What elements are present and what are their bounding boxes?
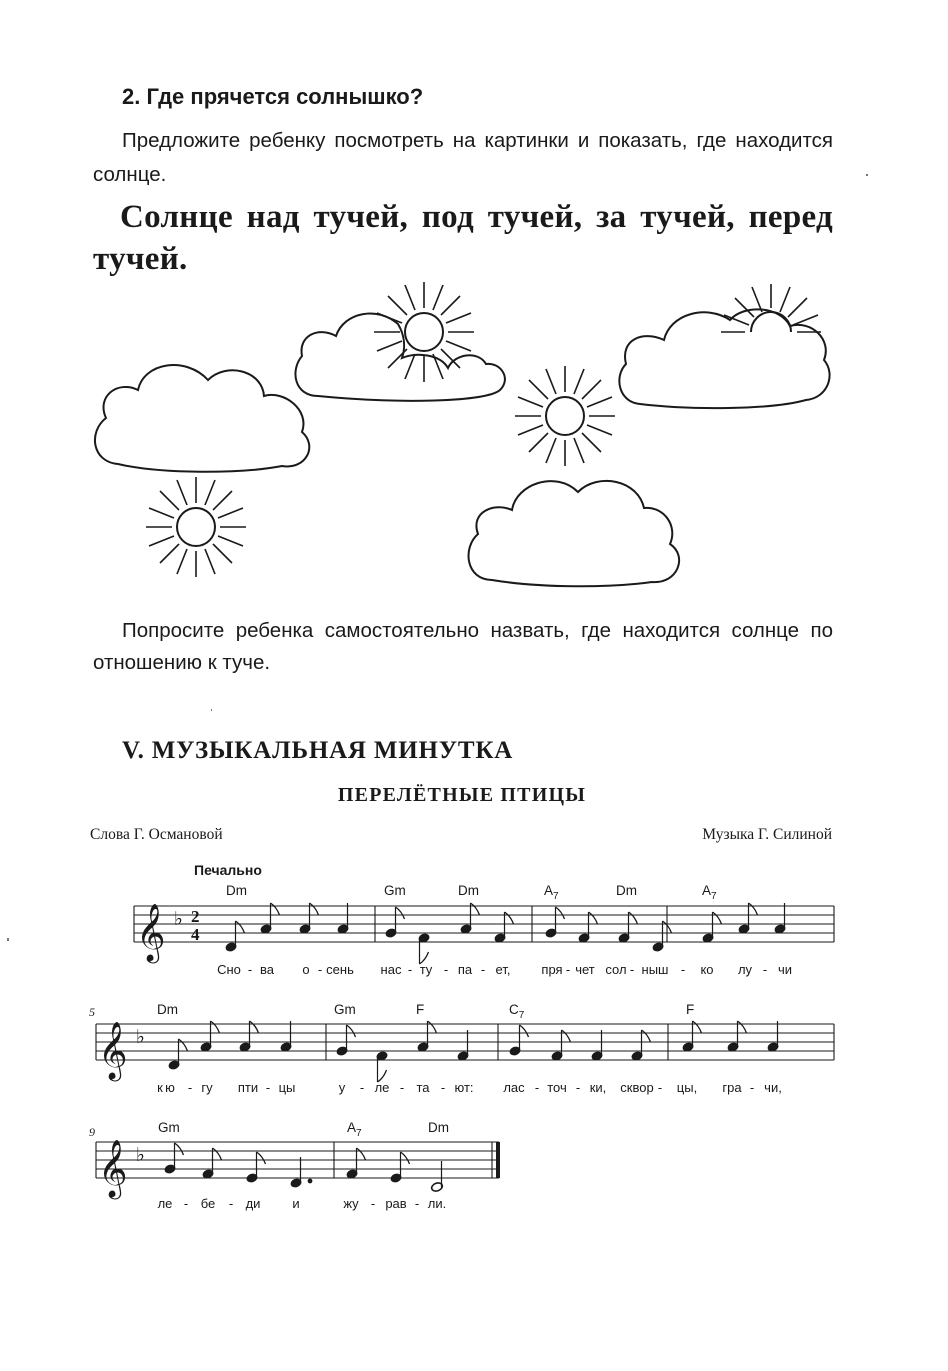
sun-icon — [374, 282, 474, 382]
lyric-hyphen: - — [399, 1080, 405, 1095]
lyric-syllable: гра — [722, 1080, 742, 1095]
time-signature-top: 2 — [191, 907, 200, 926]
lyric-syllable: ки, — [589, 1080, 607, 1095]
scan-speck — [7, 938, 9, 941]
chord-label: $A_7$ — [702, 883, 717, 902]
music-credit: Музыка Г. Силиной — [702, 826, 832, 843]
lyric-syllable: ле — [374, 1080, 390, 1095]
lyric-hyphen: - — [317, 962, 323, 977]
scene-sun-behind-cloud — [295, 282, 504, 401]
lyric-syllable: ле — [157, 1196, 173, 1211]
flat-icon: ♭ — [174, 908, 183, 930]
lyric-syllable: ко — [700, 962, 714, 977]
scene-sun-above-cloud — [469, 366, 680, 586]
cloud-icon — [95, 365, 309, 472]
flat-icon: ♭ — [136, 1144, 145, 1166]
bar-number: 5 — [89, 1005, 95, 1019]
lyric-hyphen: - — [480, 962, 486, 977]
notes — [164, 1143, 402, 1188]
lyric-syllable: сол — [605, 962, 627, 977]
lyric-hyphen: - — [414, 1196, 420, 1211]
lyric-syllable: ют: — [454, 1080, 474, 1095]
bar-number: 9 — [89, 1125, 95, 1139]
lyric-syllable: лас — [503, 1080, 525, 1095]
music-system-1 — [134, 883, 834, 977]
lyric-hyphen: - — [680, 962, 686, 977]
lyric-syllable: нас — [380, 962, 402, 977]
lyrics-line — [157, 1080, 782, 1095]
lyrics-line — [158, 1196, 447, 1211]
cloud-icon — [619, 309, 829, 408]
lyric-syllable: Сно — [217, 962, 241, 977]
chord-label: F — [416, 1002, 425, 1017]
lyric-syllable: ли. — [427, 1196, 447, 1211]
lyric-hyphen: - — [265, 1080, 271, 1095]
lyric-syllable: чи — [777, 962, 793, 977]
lyric-syllable: па — [457, 962, 473, 977]
music-system-3 — [89, 1120, 500, 1211]
lyric-syllable: ю — [165, 1080, 175, 1095]
note-flags — [175, 1143, 410, 1164]
lyric-hyphen: - — [440, 1080, 446, 1095]
lyric-syllable: чи, — [764, 1080, 782, 1095]
chord-label: Gm — [158, 1120, 180, 1135]
sun-icon — [721, 284, 821, 332]
lyric-hyphen: - — [247, 962, 253, 977]
lyric-syllable: та — [416, 1080, 430, 1095]
lyric-hyphen: - — [657, 1080, 663, 1095]
section-heading: V. МУЗЫКАЛЬНАЯ МИНУТКА — [122, 737, 514, 764]
lyric-syllable: пря — [541, 962, 563, 977]
lyric-syllable: гу — [201, 1080, 213, 1095]
lyric-syllable: к — [157, 1080, 163, 1095]
scene-sun-below-cloud — [95, 365, 309, 577]
lyric-hyphen: - — [629, 962, 635, 977]
treble-clef-icon: 𝄞 — [136, 903, 166, 961]
chord-label: Dm — [616, 883, 637, 898]
lyric-syllable: цы, — [676, 1080, 698, 1095]
scan-speck — [866, 174, 868, 176]
lyric-syllable: точ — [547, 1080, 567, 1095]
time-signature-bottom: 4 — [191, 925, 200, 944]
chord-label: F — [686, 1002, 695, 1017]
lyrics-credit: Слова Г. Османовой — [90, 826, 223, 843]
lyric-syllable: ет, — [495, 962, 511, 977]
lyric-syllable: ту — [419, 962, 433, 977]
lyric-syllable: жу — [343, 1196, 359, 1211]
chord-label: $A_7$ — [544, 883, 559, 902]
chord-label: $C_7$ — [509, 1002, 525, 1021]
chord-label: Gm — [334, 1002, 356, 1017]
lyric-hyphen: - — [749, 1080, 755, 1095]
tempo-marking: Печально — [194, 862, 262, 878]
chord-label: Dm — [458, 883, 479, 898]
lyric-hyphen: - — [228, 1196, 234, 1211]
lyric-syllable: чет — [575, 962, 595, 977]
scene-sun-in-front-of-cloud — [619, 284, 829, 408]
chord-label: Dm — [226, 883, 247, 898]
chord-label: Dm — [157, 1002, 178, 1017]
lyric-hyphen: - — [359, 1080, 365, 1095]
practice-phrase: Солнце над тучей, под тучей, за тучей, перед тучей. — [93, 199, 833, 277]
lyric-syllable: цы — [278, 1080, 296, 1095]
lyric-hyphen: - — [443, 962, 449, 977]
task-instruction: Предложите ребенку посмотреть на картинки и показать, где находится солнце. — [93, 129, 833, 186]
lyric-syllable: пти — [237, 1080, 259, 1095]
lyric-syllable: ди — [245, 1196, 261, 1211]
lyric-syllable: рав — [385, 1196, 407, 1211]
song-title: ПЕРЕЛЁТНЫЕ ПТИЦЫ — [337, 784, 587, 806]
followup-instruction: Попросите ребенка самостоятельно назвать, где находится солнце по отношению к туче. — [93, 619, 833, 674]
lyric-syllable: лу — [737, 962, 753, 977]
chord-label: Dm — [428, 1120, 449, 1135]
music-system-2 — [89, 1002, 834, 1095]
sun-icon — [515, 366, 615, 466]
lyric-syllable: и — [292, 1196, 300, 1211]
chord-label: Gm — [384, 883, 406, 898]
task-heading: 2. Где прячется солнышко? — [122, 84, 424, 109]
lyric-syllable: у — [338, 1080, 346, 1095]
lyric-syllable: ва — [260, 962, 274, 977]
lyric-hyphen: - — [565, 962, 571, 977]
lyric-syllable: о — [302, 962, 310, 977]
treble-clef-icon: 𝄞 — [98, 1021, 128, 1079]
staff-lines — [96, 1142, 499, 1178]
lyric-hyphen: - — [575, 1080, 581, 1095]
lyric-hyphen: - — [534, 1080, 540, 1095]
chord-label: $A_7$ — [347, 1120, 362, 1139]
lyric-syllable: сквор — [620, 1080, 654, 1095]
sheet-music — [0, 850, 948, 1270]
treble-clef-icon: 𝄞 — [98, 1139, 128, 1197]
lyric-syllable: бе — [200, 1196, 216, 1211]
lyric-hyphen: - — [762, 962, 768, 977]
cloud-icon — [469, 481, 680, 586]
sun-cloud-illustration — [0, 0, 948, 620]
lyric-hyphen: - — [370, 1196, 376, 1211]
final-barline — [496, 1142, 500, 1178]
lyric-hyphen: - — [183, 1196, 189, 1211]
lyric-syllable: ныш — [641, 962, 669, 977]
flat-icon: ♭ — [136, 1026, 145, 1048]
sun-icon — [146, 477, 246, 577]
cloud-icon — [295, 314, 504, 401]
scan-speck — [211, 709, 212, 711]
lyric-syllable: сень — [326, 962, 354, 977]
lyric-hyphen: - — [187, 1080, 193, 1095]
lyrics-line — [217, 962, 792, 977]
lyric-hyphen: - — [407, 962, 413, 977]
